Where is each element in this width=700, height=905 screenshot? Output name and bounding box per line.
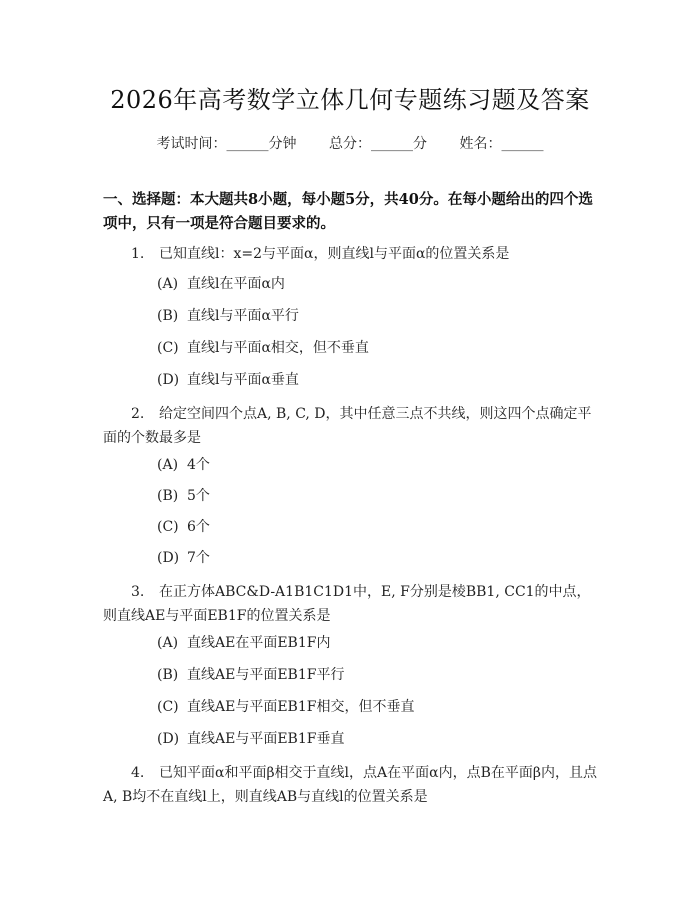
- question-3-option-a: [157, 633, 597, 653]
- option-label: (C): [157, 699, 179, 715]
- option-label: (D): [157, 550, 180, 566]
- question-text: 已知平面α和平面β相交于直线l，点A在平面α内，点B在平面β内，且点A, B均不在直线l上，则直线AB与直线l的位置关系是: [103, 765, 597, 805]
- exam-time: 考试时间：______分钟: [156, 136, 297, 152]
- option-label: (C): [157, 519, 179, 535]
- question-number: 3.: [131, 584, 145, 600]
- question-1-option-c: [157, 338, 597, 358]
- question-3-option-c: [157, 697, 597, 717]
- question-4: [103, 761, 598, 809]
- total-score: 总分：______分: [329, 136, 427, 152]
- section-heading-choice: 一、选择题：本大题共8小题，每小题5分，共40分。在每小题给出的四个选项中，只有一项是符合题目要求的。: [103, 191, 593, 232]
- question-1-option-d: [157, 370, 597, 390]
- option-label: (B): [157, 488, 179, 504]
- question-1-option-a: [157, 274, 597, 294]
- option-text: 直线AE与平面EB1F垂直: [187, 731, 345, 747]
- option-label: (A): [157, 276, 179, 292]
- question-text: 在正方体ABC&D-A1B1C1D1中，E, F分别是棱BB1, CC1的中点，则直线AE与平面EB1F的位置关系是: [103, 584, 591, 624]
- option-text: 5个: [187, 488, 210, 504]
- question-text: 给定空间四个点A, B, C, D，其中任意三点不共线，则这四个点确定平面的个数最多是: [103, 406, 592, 446]
- option-text: 直线l与平面α平行: [187, 308, 299, 324]
- question-text: 已知直线l：x=2与平面α，则直线l与平面α的位置关系是: [159, 246, 510, 262]
- question-2: [103, 402, 598, 450]
- option-label: (C): [157, 340, 179, 356]
- option-label: (D): [157, 731, 180, 747]
- option-label: (B): [157, 667, 179, 683]
- question-number: 1.: [131, 246, 145, 262]
- option-text: 直线l与平面α相交，但不垂直: [187, 340, 369, 356]
- exam-meta: [0, 133, 700, 153]
- question-1-option-b: [157, 306, 597, 326]
- option-text: 直线l在平面α内: [187, 276, 285, 292]
- question-number: 2.: [131, 406, 145, 422]
- question-2-option-d: [157, 548, 597, 568]
- question-2-option-c: [157, 517, 597, 537]
- question-3: [103, 580, 598, 628]
- option-label: (B): [157, 308, 179, 324]
- question-2-option-a: [157, 455, 597, 475]
- option-label: (A): [157, 635, 179, 651]
- question-3-option-b: [157, 665, 597, 685]
- question-1: [103, 242, 598, 266]
- student-name: 姓名：______: [459, 136, 544, 152]
- option-text: 7个: [187, 550, 210, 566]
- question-number: 4.: [131, 765, 145, 781]
- option-text: 6个: [187, 519, 210, 535]
- page-title: 2026年高考数学立体几何专题练习题及答案: [110, 86, 590, 114]
- option-text: 直线AE在平面EB1F内: [187, 635, 331, 651]
- option-text: 直线l与平面α垂直: [187, 372, 299, 388]
- question-3-option-d: [157, 729, 597, 749]
- option-label: (A): [157, 457, 179, 473]
- option-text: 4个: [187, 457, 210, 473]
- question-2-option-b: [157, 486, 597, 506]
- option-label: (D): [157, 372, 180, 388]
- option-text: 直线AE与平面EB1F相交，但不垂直: [187, 699, 415, 715]
- option-text: 直线AE与平面EB1F平行: [187, 667, 345, 683]
